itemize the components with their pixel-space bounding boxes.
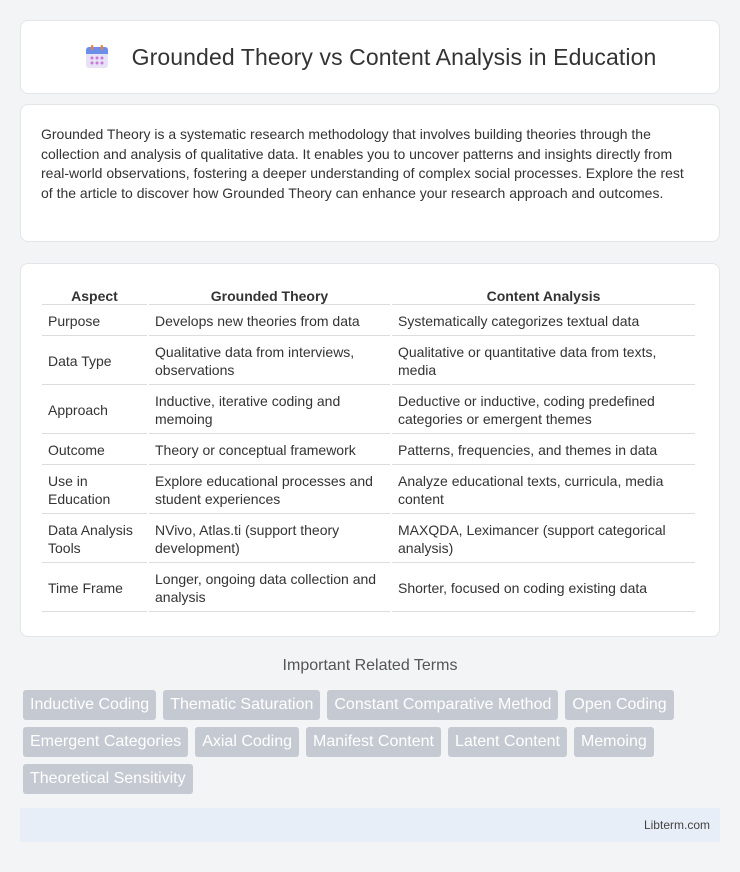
column-header-content-analysis: Content Analysis [392,284,695,305]
column-header-grounded-theory: Grounded Theory [149,284,390,305]
table-row [42,436,695,465]
comparison-card [20,263,720,637]
table-row [42,565,695,612]
header-card [20,20,720,94]
table-cell-content-analysis: Patterns, frequencies, and themes in data [392,436,695,465]
table-cell-content-analysis: Shorter, focused on coding existing data [392,565,695,612]
table-cell-aspect: Use in Education [42,467,147,514]
related-terms-heading: Important Related Terms [282,657,458,674]
term-tag-open-coding[interactable]: Open Coding [565,690,673,720]
table-cell-aspect: Purpose [42,307,147,336]
column-header-aspect: Aspect [42,284,147,305]
footer-site-link[interactable]: Libterm.com [643,818,710,832]
intro-paragraph: Grounded Theory is a systematic research methodology that involves building theories through the collection and analysis of qualitative data. It enables you to uncover patterns and insights directly from real-world observations, fostering a deeper understanding of complex social processes. Explore the rest of the article to discover how Grounded Theory can enhance your research approach and outcomes. [41,126,684,201]
footer [20,808,720,842]
table-cell-aspect: Approach [42,387,147,434]
term-tag-memoing[interactable]: Memoing [574,727,654,757]
term-tag-thematic-saturation[interactable]: Thematic Saturation [163,690,320,720]
table-cell-grounded-theory: Theory or conceptual framework [149,436,390,465]
comparison-table [40,282,697,614]
table-row [42,516,695,563]
table-cell-aspect: Data Analysis Tools [42,516,147,563]
table-cell-aspect: Data Type [42,338,147,385]
table-row [42,387,695,434]
related-terms-list [23,690,723,801]
term-tag-axial-coding[interactable]: Axial Coding [195,727,299,757]
table-cell-content-analysis: MAXQDA, Leximancer (support categorical analysis) [392,516,695,563]
table-cell-grounded-theory: NVivo, Atlas.ti (support theory development) [149,516,390,563]
title-wrap [84,44,657,71]
table-cell-content-analysis: Deductive or inductive, coding predefined categories or emergent themes [392,387,695,434]
term-tag-theoretical-sensitivity[interactable]: Theoretical Sensitivity [23,764,193,794]
table-cell-grounded-theory: Develops new theories from data [149,307,390,336]
table-header-row [42,284,695,305]
term-tag-inductive-coding[interactable]: Inductive Coding [23,690,156,720]
table-cell-aspect: Time Frame [42,565,147,612]
term-tag-latent-content[interactable]: Latent Content [448,727,567,757]
table-cell-aspect: Outcome [42,436,147,465]
table-cell-grounded-theory: Explore educational processes and student experiences [149,467,390,514]
term-tag-constant-comparative-method[interactable]: Constant Comparative Method [327,690,558,720]
page-title: Grounded Theory vs Content Analysis in Education [131,43,657,70]
table-row [42,307,695,336]
calendar-icon [84,44,110,70]
table-row [42,338,695,385]
term-tag-emergent-categories[interactable]: Emergent Categories [23,727,188,757]
table-cell-content-analysis: Analyze educational texts, curricula, media content [392,467,695,514]
table-cell-grounded-theory: Inductive, iterative coding and memoing [149,387,390,434]
table-cell-grounded-theory: Qualitative data from interviews, observations [149,338,390,385]
term-tag-manifest-content[interactable]: Manifest Content [306,727,441,757]
table-cell-grounded-theory: Longer, ongoing data collection and analysis [149,565,390,612]
table-row [42,467,695,514]
intro-card [20,104,720,242]
table-cell-content-analysis: Qualitative or quantitative data from texts, media [392,338,695,385]
table-cell-content-analysis: Systematically categorizes textual data [392,307,695,336]
